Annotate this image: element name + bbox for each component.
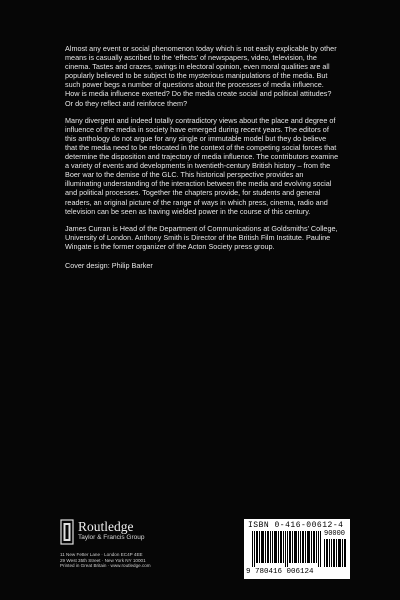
ean-digits: 9 780416 006124	[246, 568, 314, 576]
blurb-paragraph-2: Many divergent and indeed totally contradictory views about the place and degree of influence of the media in society have emerged during recent years. The editors of this anthology do not argue for any single or immutable model but they do believe that the media need to be relocated in the context of the competing social forces that determine the disposition and trajectory of media influence. The contributors examine a variety of events and developments in twentieth-century British history – from the Boer war to the demise of the GLC. This historical perspective provides an illuminating understanding of the interaction between the media and evolving social and political processes. Together the chapters provide, for students and general readers, an original picture of the range of ways in which press, cinema, radio and television can be seen as having wielded power in the course of this century.	[65, 115, 339, 216]
price-barcode-icon	[324, 539, 346, 567]
publisher-group: Taylor & Francis Group	[78, 534, 145, 541]
publisher-address	[60, 552, 151, 569]
isbn-barcode-box	[244, 519, 350, 579]
address-line: 29 West 35th Street · New York NY 10001	[60, 557, 146, 563]
price-addon-digits: 90000	[324, 530, 346, 538]
isbn-label: ISBN 0-416-00612-4	[248, 521, 344, 530]
blurb-paragraph-1: Almost any event or social phenomenon today which is not easily explicable by other means is casually ascribed to the ‘effects’ of newspapers, video, television, the cinema. Tastes and crazes, swings in electoral opinion, even moral qualities are all popularly believed to be subject to the mysterious manipulations of the media. But such power begs a number of questions about the processes of media influence. How is media influence exerted? Do the media create social and political attitudes? Or do they reflect and reinforce them?	[65, 44, 337, 108]
cover-design-credit: Cover design: Philip Barker	[65, 260, 153, 270]
blurb-text	[65, 44, 340, 278]
address-line: 11 New Fetter Lane · London EC4P 4EE	[60, 552, 143, 557]
barcode-icon	[252, 531, 322, 567]
address-line: Printed in Great Britain · www.routledge.com	[60, 563, 151, 569]
author-bio: James Curran is Head of the Department of Communications at Goldsmiths’ College, University of London. Anthony Smith is Director of the British Film Institute. Pauline Wingate is the former organizer of the Acton Society press group.	[65, 223, 338, 251]
routledge-logo-icon	[60, 519, 74, 545]
publisher-name: Routledge	[78, 519, 134, 534]
